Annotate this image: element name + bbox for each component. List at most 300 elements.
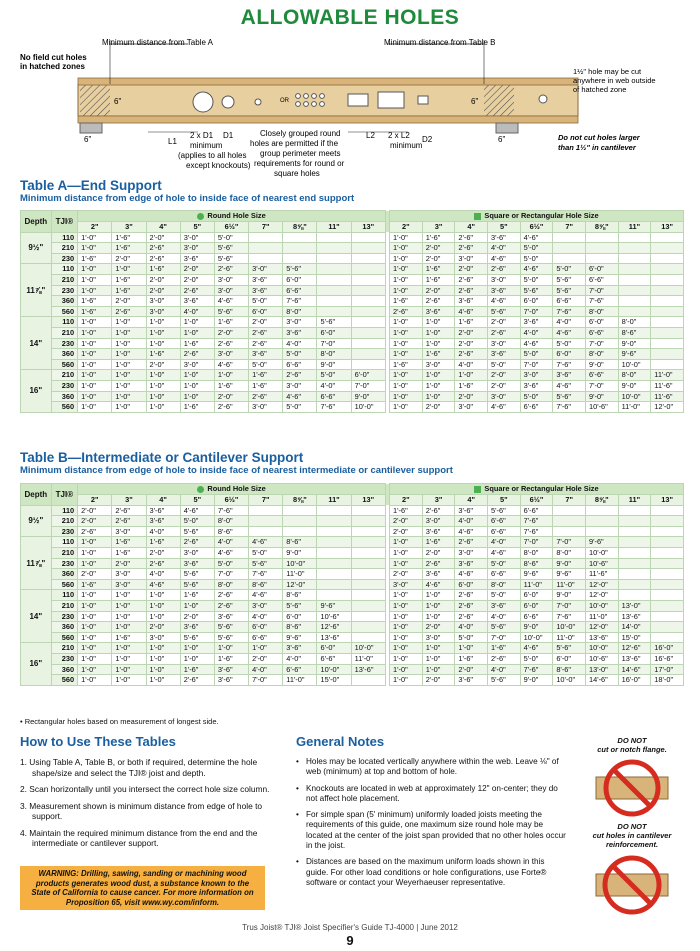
round-value-cell: 1'-0" (146, 317, 180, 328)
round-value-cell: 2'-6" (249, 338, 283, 349)
table-row (21, 380, 684, 391)
howto-item: 1. Using Table A, Table B, or both if required, determine the hole shape/size and select the TJI® joist and depth. (20, 757, 258, 778)
round-value-cell: 3'-6" (283, 327, 317, 338)
tji-header: TJI® (51, 484, 78, 506)
hole-size-header: 3" (112, 222, 146, 233)
square-value-cell: 2'-6" (455, 243, 488, 254)
tji-cell: 360 (51, 569, 78, 580)
round-value-cell (283, 253, 317, 264)
depth-cell: 14" (21, 317, 52, 370)
square-value-cell: 5'-6" (520, 285, 553, 296)
round-value-cell (351, 285, 385, 296)
square-value-cell: 17'-0" (651, 664, 684, 675)
label-6in-bottom-right: 6" (498, 135, 506, 144)
tji-header: TJI® (51, 211, 78, 233)
tji-cell: 560 (51, 675, 78, 686)
round-value-cell (351, 675, 385, 686)
table-row (21, 632, 684, 643)
table-row (21, 547, 684, 558)
round-value-cell (249, 232, 283, 243)
square-value-cell: 2'-6" (455, 274, 488, 285)
square-value-cell: 3'-6" (422, 306, 455, 317)
table-row (21, 391, 684, 402)
hole-size-header: 5" (180, 222, 214, 233)
round-value-cell: 1'-0" (78, 653, 112, 664)
square-value-cell: 2'-6" (455, 600, 488, 611)
square-value-cell: 11'-0" (585, 611, 618, 622)
square-value-cell: 10'-6" (585, 402, 618, 413)
square-value-cell: 10'-0" (553, 675, 586, 686)
page-title: ALLOWABLE HOLES (240, 6, 460, 29)
round-value-cell: 1'-0" (112, 264, 146, 275)
tji-cell: 560 (51, 359, 78, 370)
howto-title: How to Use These Tables (20, 734, 176, 749)
round-value-cell: 1'-0" (146, 600, 180, 611)
round-value-cell (351, 622, 385, 633)
round-value-cell (249, 253, 283, 264)
square-value-cell (553, 526, 586, 537)
round-value-cell: 1'-6" (214, 380, 248, 391)
round-value-cell (351, 264, 385, 275)
round-value-cell: 5'-0" (283, 349, 317, 360)
round-value-cell: 1'-0" (78, 243, 112, 254)
square-value-cell: 5'-6" (488, 622, 521, 633)
square-value-cell: 3'-6" (488, 600, 521, 611)
round-value-cell: 1'-0" (78, 664, 112, 675)
square-value-cell: 1'-0" (422, 590, 455, 601)
square-value-cell: 3'-0" (422, 632, 455, 643)
round-value-cell: 1'-0" (146, 327, 180, 338)
round-value-cell: 6'-6" (283, 664, 317, 675)
round-value-cell: 1'-6" (180, 402, 214, 413)
square-value-cell: 4'-6" (520, 338, 553, 349)
square-value-cell: 4'-6" (422, 579, 455, 590)
round-value-cell (351, 590, 385, 601)
square-value-cell: 8'-0" (553, 547, 586, 558)
round-value-cell: 3'-6" (180, 253, 214, 264)
tji-cell: 210 (51, 243, 78, 254)
label-L2: L2 (366, 131, 375, 140)
round-value-cell: 1'-0" (146, 675, 180, 686)
square-value-cell: 5'-0" (488, 590, 521, 601)
round-value-cell: 1'-6" (180, 590, 214, 601)
square-value-cell (585, 526, 618, 537)
square-value-cell (651, 569, 684, 580)
round-value-cell (283, 526, 317, 537)
table-row (21, 264, 684, 275)
round-value-cell: 3'-0" (146, 632, 180, 643)
round-value-cell: 5'-6" (180, 569, 214, 580)
round-value-cell (351, 558, 385, 569)
round-value-cell: 5'-6" (180, 632, 214, 643)
table-row (21, 526, 684, 537)
round-value-cell: 6'-0" (317, 327, 351, 338)
round-value-cell: 1'-0" (112, 349, 146, 360)
square-value-cell (618, 274, 651, 285)
round-value-cell: 2'-0" (180, 611, 214, 622)
square-value-cell: 9'-6" (520, 569, 553, 580)
square-value-cell (651, 306, 684, 317)
round-value-cell: 1'-0" (78, 600, 112, 611)
round-value-cell: 7'-6" (283, 296, 317, 307)
round-value-cell: 15'-0" (317, 675, 351, 686)
round-value-cell: 1'-6" (112, 632, 146, 643)
round-value-cell: 10'-6" (317, 611, 351, 622)
label-2xD1: 2 x D1 (190, 131, 214, 140)
square-value-cell: 2'-6" (455, 232, 488, 243)
square-value-cell: 5'-0" (520, 391, 553, 402)
round-value-cell: 2'-6" (180, 675, 214, 686)
label-no-cantilever-2: than 1½" in cantilever (558, 143, 636, 152)
label-min-applies-3: except knockouts) (186, 161, 251, 170)
round-value-cell: 12'-0" (283, 579, 317, 590)
round-value-cell: 3'-6" (249, 349, 283, 360)
round-value-cell (317, 274, 351, 285)
round-value-cell: 4'-0" (180, 306, 214, 317)
round-value-cell: 1'-0" (78, 285, 112, 296)
square-value-cell: 7'-0" (585, 338, 618, 349)
table-row (21, 537, 684, 548)
square-value-cell: 3'-6" (488, 232, 521, 243)
square-value-cell: 2'-0" (455, 391, 488, 402)
round-value-cell: 1'-0" (112, 590, 146, 601)
round-value-cell: 1'-6" (249, 380, 283, 391)
round-value-cell (351, 600, 385, 611)
square-value-cell (618, 516, 651, 527)
round-value-cell: 2'-0" (180, 274, 214, 285)
square-value-cell (651, 600, 684, 611)
square-value-cell: 2'-6" (455, 611, 488, 622)
square-value-cell: 2'-0" (390, 526, 423, 537)
round-value-cell (249, 526, 283, 537)
round-value-cell: 1'-0" (180, 643, 214, 654)
no-notch-flange-icon (592, 757, 672, 817)
round-value-cell: 2'-0" (146, 622, 180, 633)
round-value-cell: 1'-0" (78, 675, 112, 686)
square-value-cell (585, 253, 618, 264)
square-value-cell: 5'-0" (553, 264, 586, 275)
round-value-cell: 2'-0" (78, 569, 112, 580)
square-value-cell: 9'-0" (618, 338, 651, 349)
square-value-cell: 9'-0" (553, 558, 586, 569)
round-value-cell: 9'-0" (283, 547, 317, 558)
round-value-cell: 3'-0" (180, 232, 214, 243)
tji-cell: 360 (51, 391, 78, 402)
hole-size-header: 8⅝" (283, 495, 317, 506)
round-value-cell (317, 306, 351, 317)
hole-size-header: 6½" (214, 495, 248, 506)
round-value-cell: 3'-0" (249, 600, 283, 611)
table-row (21, 232, 684, 243)
label-1half-2: anywhere in web outside (573, 76, 656, 85)
round-value-cell: 4'-6" (283, 391, 317, 402)
square-value-cell: 10'-0" (585, 547, 618, 558)
square-value-cell (618, 526, 651, 537)
square-value-cell: 2'-0" (455, 664, 488, 675)
square-value-cell: 4'-6" (488, 402, 521, 413)
square-value-cell: 13'-6" (585, 632, 618, 643)
round-value-cell: 1'-0" (78, 643, 112, 654)
round-value-cell: 1'-0" (180, 600, 214, 611)
round-value-cell: 1'-0" (146, 380, 180, 391)
square-value-cell: 14'-6" (618, 664, 651, 675)
table-row (21, 402, 684, 413)
round-value-cell (351, 611, 385, 622)
table-a-title: Table A—End Support (20, 178, 162, 193)
square-value-cell: 1'-0" (390, 253, 423, 264)
square-value-cell: 14'-0" (618, 622, 651, 633)
hole-size-header: 6½" (520, 222, 553, 233)
table-a (20, 210, 684, 413)
round-value-cell: 2'-6" (180, 285, 214, 296)
donot-flange-caption (584, 736, 680, 754)
square-value-cell (651, 547, 684, 558)
round-value-cell: 5'-6" (317, 317, 351, 328)
round-value-cell: 5'-6" (283, 264, 317, 275)
round-value-cell: 10'-0" (283, 558, 317, 569)
table-row (21, 590, 684, 601)
square-value-cell: 1'-6" (390, 359, 423, 370)
round-value-cell: 2'-6" (112, 306, 146, 317)
round-value-cell (317, 558, 351, 569)
round-value-cell: 3'-6" (146, 505, 180, 516)
tji-cell: 210 (51, 600, 78, 611)
footer: Trus Joist® TJI® Joist Specifier's Guide TJ-4000 | June 2012 (242, 923, 458, 932)
square-value-cell: 9'-6" (553, 569, 586, 580)
square-value-cell: 2'-6" (488, 653, 521, 664)
square-value-cell: 6'-6" (488, 569, 521, 580)
round-value-cell: 3'-6" (214, 675, 248, 686)
round-value-cell: 3'-0" (283, 317, 317, 328)
round-value-cell: 1'-0" (112, 675, 146, 686)
hole-size-header: 11" (317, 222, 351, 233)
square-value-cell: 4'-0" (520, 327, 553, 338)
table-row (21, 243, 684, 254)
round-value-cell: 3'-0" (283, 380, 317, 391)
square-value-cell (651, 579, 684, 590)
round-value-cell (317, 590, 351, 601)
square-value-cell: 1'-0" (390, 317, 423, 328)
square-value-cell: 2'-6" (455, 285, 488, 296)
label-D2: D2 (422, 135, 433, 144)
round-value-cell: 2'-6" (112, 505, 146, 516)
round-value-cell: 3'-0" (112, 526, 146, 537)
round-value-cell: 8'-6" (283, 590, 317, 601)
round-value-cell: 2'-0" (214, 327, 248, 338)
square-value-cell: 1'-0" (390, 632, 423, 643)
round-value-cell (317, 232, 351, 243)
square-value-cell: 1'-0" (422, 600, 455, 611)
round-value-cell: 1'-0" (112, 327, 146, 338)
table-b-heading (20, 450, 453, 476)
round-value-cell: 12'-6" (317, 622, 351, 633)
square-value-cell: 3'-0" (390, 579, 423, 590)
square-value-cell (618, 547, 651, 558)
round-value-cell (317, 505, 351, 516)
square-value-cell: 9'-6" (585, 537, 618, 548)
square-hole-icon (474, 486, 481, 493)
square-value-cell: 6'-0" (520, 296, 553, 307)
round-value-cell: 4'-6" (146, 579, 180, 590)
square-value-cell: 8'-0" (520, 547, 553, 558)
square-value-cell (618, 264, 651, 275)
label-min-applies-1: minimum (190, 141, 223, 150)
square-value-cell: 1'-0" (422, 317, 455, 328)
square-value-cell: 3'-0" (422, 359, 455, 370)
square-value-cell: 10'-6" (585, 558, 618, 569)
square-value-cell: 7'-0" (488, 632, 521, 643)
round-value-cell: 1'-0" (78, 632, 112, 643)
round-value-cell: 1'-6" (112, 547, 146, 558)
square-value-cell: 9'-0" (585, 391, 618, 402)
round-value-cell (317, 285, 351, 296)
square-value-cell (651, 622, 684, 633)
round-value-cell: 2'-0" (146, 274, 180, 285)
square-value-cell: 5'-0" (520, 349, 553, 360)
round-value-cell: 2'-6" (214, 264, 248, 275)
round-value-cell: 3'-0" (214, 274, 248, 285)
tji-cell: 230 (51, 338, 78, 349)
tji-cell: 360 (51, 622, 78, 633)
square-value-cell: 4'-6" (520, 232, 553, 243)
hole-size-header: 4" (146, 495, 180, 506)
square-value-cell: 2'-0" (422, 622, 455, 633)
round-value-cell: 6'-0" (249, 306, 283, 317)
square-hole-header: Square or Rectangular Hole Size (390, 211, 684, 222)
round-value-cell: 1'-0" (214, 370, 248, 381)
square-value-cell: 4'-0" (553, 317, 586, 328)
howto-item: 4. Maintain the required minimum distance from the end and the intermediate or cantilever support. (20, 827, 258, 848)
square-value-cell: 7'-0" (520, 537, 553, 548)
tji-cell: 360 (51, 296, 78, 307)
table-row (21, 675, 684, 686)
round-value-cell: 4'-0" (249, 611, 283, 622)
square-value-cell: 6'-0" (553, 349, 586, 360)
square-value-cell: 8'-6" (618, 327, 651, 338)
label-grouped-4: requirements for round or (254, 159, 345, 168)
round-value-cell: 1'-0" (146, 590, 180, 601)
label-6in-right: 6" (471, 97, 479, 106)
round-value-cell (317, 526, 351, 537)
square-value-cell: 9'-0" (553, 590, 586, 601)
square-value-cell (618, 569, 651, 580)
round-value-cell: 1'-0" (78, 274, 112, 285)
square-value-cell: 6'-6" (553, 296, 586, 307)
square-value-cell: 1'-0" (455, 370, 488, 381)
round-value-cell: 1'-6" (78, 579, 112, 590)
round-value-cell: 2'-0" (78, 505, 112, 516)
tji-cell: 560 (51, 579, 78, 590)
round-value-cell: 2'-6" (214, 590, 248, 601)
donot-cantilever-line2: cut holes in cantilever (592, 831, 672, 840)
round-value-cell: 8'-0" (214, 516, 248, 527)
round-value-cell: 3'-0" (180, 359, 214, 370)
round-value-cell: 1'-6" (112, 232, 146, 243)
table-row (21, 370, 684, 381)
square-value-cell: 7'-6" (585, 296, 618, 307)
hole-size-header: 7" (553, 222, 586, 233)
square-value-cell: 2'-0" (422, 243, 455, 254)
page-number: 9 (346, 933, 354, 948)
round-value-cell: 1'-0" (146, 643, 180, 654)
square-value-cell: 1'-0" (390, 349, 423, 360)
square-value-cell: 3'-0" (455, 547, 488, 558)
square-value-cell: 2'-0" (488, 370, 521, 381)
square-value-cell: 2'-0" (455, 338, 488, 349)
hole-size-header: 5" (488, 222, 521, 233)
round-value-cell: 1'-0" (112, 370, 146, 381)
round-value-cell: 5'-6" (214, 243, 248, 254)
label-or: OR (280, 98, 289, 104)
tji-cell: 110 (51, 590, 78, 601)
round-value-cell: 5'-0" (214, 232, 248, 243)
square-value-cell: 1'-0" (390, 243, 423, 254)
hole-size-header: 8⅝" (283, 222, 317, 233)
round-value-cell: 1'-0" (180, 317, 214, 328)
square-value-cell: 7'-0" (585, 285, 618, 296)
note-item: • Distances are based on the maximum uniform loads shown in this guide. For other load conditions or hole configurations, use Forte® software or contact your Weyerhaeuser representative. (296, 857, 568, 888)
square-value-cell (585, 243, 618, 254)
round-value-cell: 8'-6" (249, 579, 283, 590)
square-value-cell (651, 285, 684, 296)
square-value-cell: 2'-6" (455, 349, 488, 360)
square-value-cell: 16'-6" (651, 653, 684, 664)
round-value-cell: 1'-0" (112, 391, 146, 402)
square-value-cell: 7'-0" (553, 537, 586, 548)
round-value-cell (317, 253, 351, 264)
square-value-cell (651, 338, 684, 349)
round-value-cell (317, 537, 351, 548)
round-value-cell (317, 547, 351, 558)
round-value-cell (351, 338, 385, 349)
round-value-cell: 4'-6" (249, 590, 283, 601)
square-value-cell: 1'-0" (390, 327, 423, 338)
round-value-cell (249, 243, 283, 254)
square-value-cell: 8'-0" (585, 306, 618, 317)
table-row (21, 653, 684, 664)
round-value-cell: 10'-0" (317, 664, 351, 675)
square-value-cell (651, 327, 684, 338)
square-value-cell: 6'-6" (585, 274, 618, 285)
round-value-cell: 5'-0" (317, 370, 351, 381)
label-6in-left: 6" (114, 97, 122, 106)
label-grouped-1: Closely grouped round (260, 129, 341, 138)
round-value-cell: 2'-0" (214, 391, 248, 402)
square-value-cell: 2'-0" (390, 516, 423, 527)
square-value-cell: 11'-0" (520, 579, 553, 590)
square-value-cell: 3'-6" (455, 505, 488, 516)
round-value-cell: 1'-0" (78, 349, 112, 360)
round-hole-header: Round Hole Size (78, 484, 386, 495)
label-no-cantilever-1: Do not cut holes larger (558, 133, 640, 142)
round-value-cell: 1'-0" (249, 643, 283, 654)
round-value-cell: 1'-0" (112, 402, 146, 413)
round-value-cell: 5'-6" (214, 253, 248, 264)
square-value-cell (651, 526, 684, 537)
square-value-cell (651, 349, 684, 360)
square-value-cell: 1'-0" (390, 285, 423, 296)
round-value-cell: 3'-6" (180, 296, 214, 307)
round-value-cell: 1'-6" (146, 264, 180, 275)
square-value-cell: 12'-6" (618, 643, 651, 654)
hole-size-header: 6½" (214, 222, 248, 233)
donot-flange-line2: cut or notch flange. (597, 745, 667, 754)
square-value-cell: 1'-6" (422, 264, 455, 275)
square-value-cell: 12'-0" (651, 402, 684, 413)
square-value-cell: 12'-0" (585, 622, 618, 633)
square-value-cell: 4'-0" (455, 622, 488, 633)
square-value-cell: 3'-6" (488, 285, 521, 296)
